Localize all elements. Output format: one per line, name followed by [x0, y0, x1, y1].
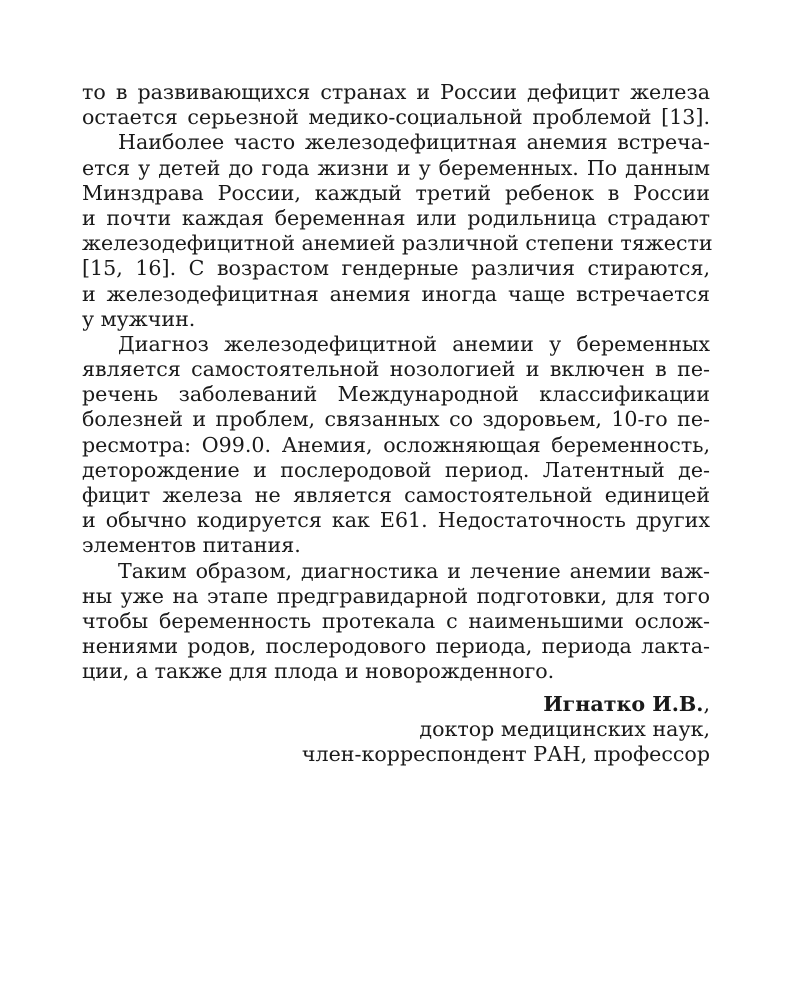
text-line: [15, 16]. С возрастом гендерные различия стираются,: [82, 256, 710, 281]
text-line: ется у детей до года жизни и у беременных. По данным: [82, 155, 710, 180]
text-line: Наиболее часто железодефицитная анемия встреча-: [118, 130, 710, 155]
text-line: ции, а также для плода и новорожденного.: [82, 659, 555, 684]
text-line: и обычно кодируется как E61. Недостаточность других: [82, 508, 710, 533]
author-name: Игнатко И.В.: [543, 691, 704, 716]
text-line: речень заболеваний Международной классификации: [82, 382, 710, 407]
text-line: ны уже на этапе предгравидарной подготовки, для того: [82, 583, 710, 608]
text-line: ресмотра: O99.0. Анемия, осложняющая беременность,: [82, 432, 710, 457]
text-line: и железодефицитная анемия иногда чаще встречается: [82, 281, 710, 306]
text-line: фицит железа не является самостоятельной единицей: [82, 483, 710, 507]
text-line: и почти каждая беременная или родильница страдают: [82, 205, 710, 230]
text-line: нениями родов, послеродового периода, периода лакта-: [82, 634, 710, 659]
text-line: деторождение и послеродовой период. Латентный де-: [82, 457, 710, 482]
text-line: болезней и проблем, связанных со здоровьем, 10-го пе-: [82, 407, 710, 432]
author-title-line: член-корреспондент РАН, профессор: [301, 741, 710, 766]
author-name-line: [82, 692, 710, 717]
text-line: у мужчин.: [82, 306, 196, 331]
paragraph-4: [82, 559, 710, 685]
paragraph-1: [82, 80, 710, 130]
text-line: железодефицитной анемией различной степени тяжести: [82, 231, 713, 256]
text-line: элементов питания.: [82, 533, 301, 558]
text-line: Диагноз железодефицитной анемии у беременных: [118, 331, 710, 356]
paragraph-2: [82, 130, 713, 332]
text-line: чтобы беременность протекала с наименьшими ослож-: [82, 608, 710, 633]
text-line: остается серьезной медико-социальной проблемой [13].: [82, 105, 710, 130]
author-name-suffix: ,: [703, 691, 710, 716]
text-line: Минздрава России, каждый третий ребенок в России: [82, 180, 710, 205]
text-line: является самостоятельной нозологией и включен в пе-: [82, 357, 710, 382]
document-page: [82, 80, 713, 767]
author-title-line: доктор медицинских наук,: [419, 716, 710, 741]
text-line: Таким образом, диагностика и лечение анемии важ-: [118, 558, 710, 583]
text-line: то в развивающихся странах и России дефицит железа: [82, 80, 710, 104]
paragraph-3: [82, 332, 710, 559]
author-signature: [82, 692, 710, 768]
